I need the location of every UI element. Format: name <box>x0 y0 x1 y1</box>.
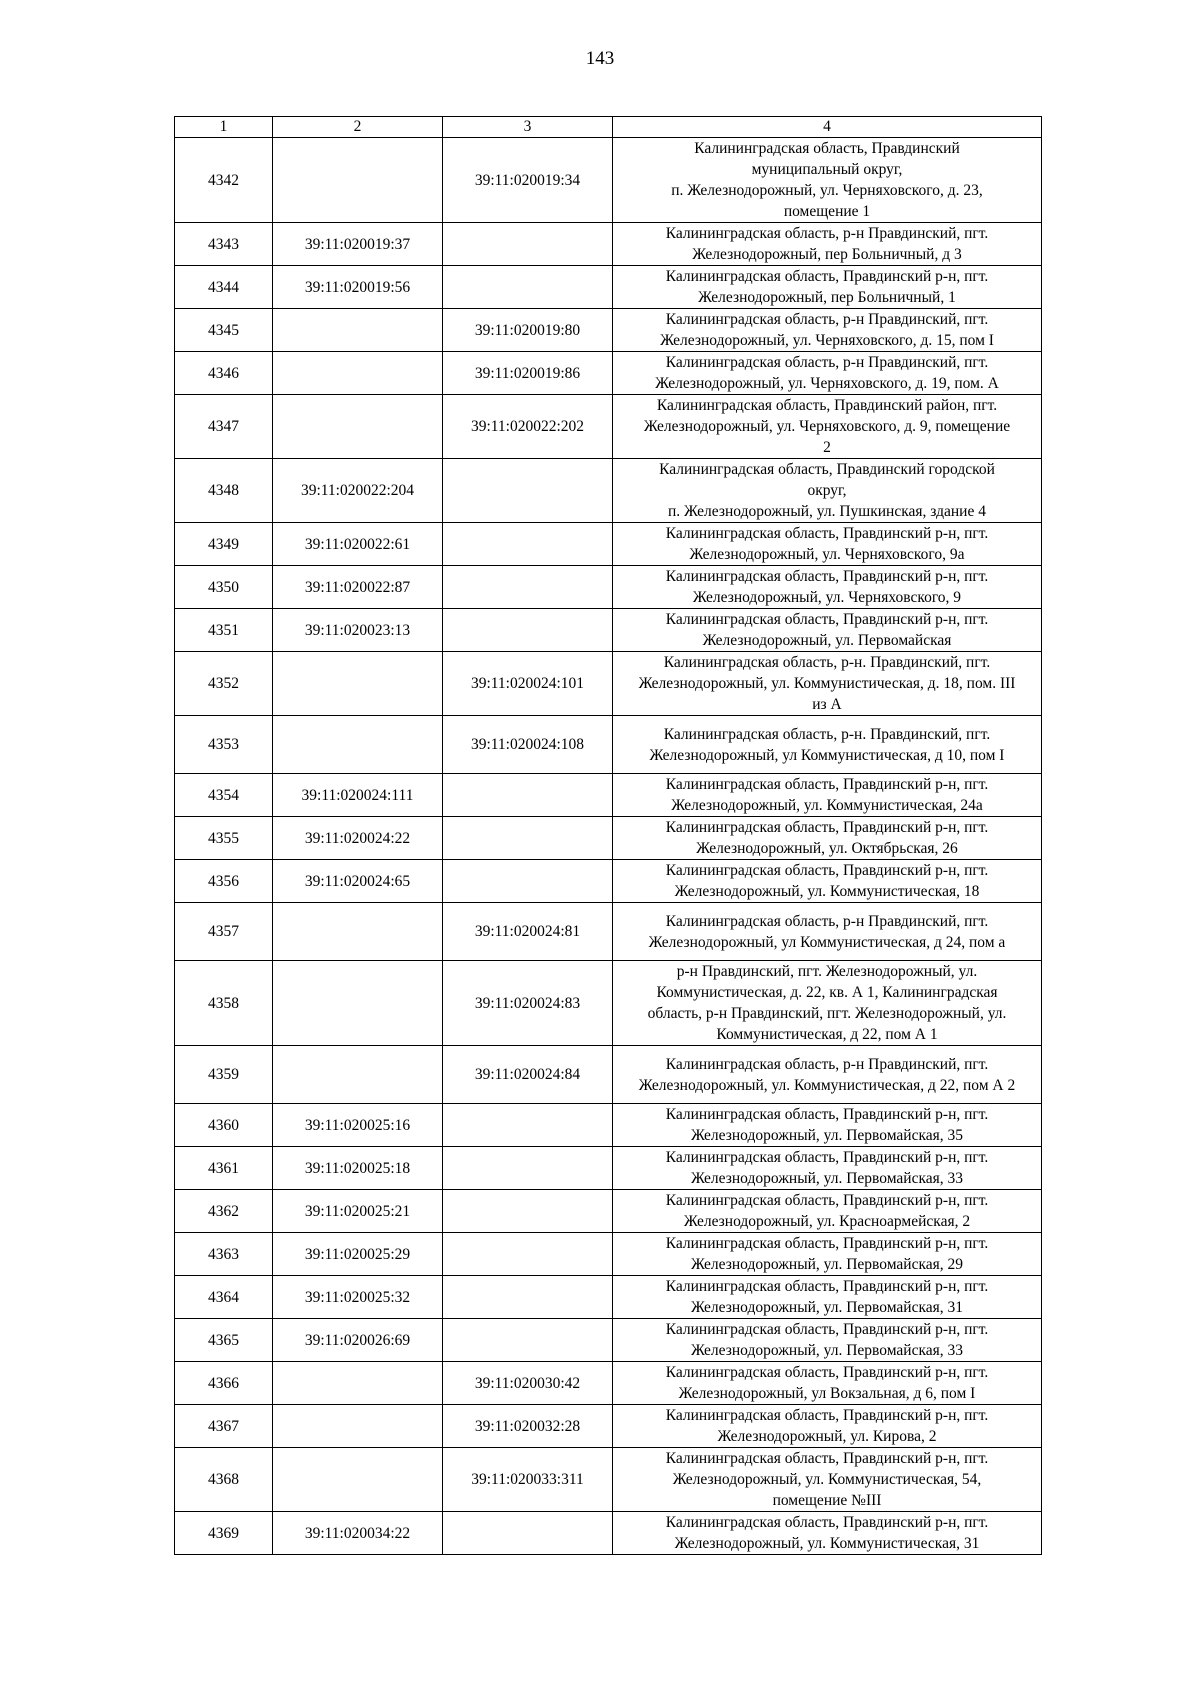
cadastral-number-cell: 39:11:020025:21 <box>273 1190 443 1233</box>
address-cell: Калининградская область, Правдинский р-н, пгт. Железнодорожный, ул. Первомайская, 29 <box>613 1233 1042 1276</box>
cadastral-number-cell: 39:11:020024:22 <box>273 817 443 860</box>
row-number-cell: 4365 <box>175 1319 273 1362</box>
row-number-cell: 4342 <box>175 138 273 223</box>
row-number-cell: 4364 <box>175 1276 273 1319</box>
table-row <box>175 309 1042 352</box>
table-row <box>175 138 1042 223</box>
cadastral-number-cell: 39:11:020022:204 <box>273 459 443 523</box>
cadastral-number-cell: 39:11:020025:16 <box>273 1104 443 1147</box>
cadastral-number-cell: 39:11:020024:81 <box>443 903 613 961</box>
table-row <box>175 1190 1042 1233</box>
column-header-2: 2 <box>273 117 443 138</box>
row-number-cell: 4358 <box>175 961 273 1046</box>
address-cell: Калининградская область, Правдинский р-н, пгт. Железнодорожный, ул. Первомайская, 33 <box>613 1319 1042 1362</box>
table-row <box>175 1362 1042 1405</box>
cadastral-number-cell: 39:11:020024:65 <box>273 860 443 903</box>
row-number-cell: 4345 <box>175 309 273 352</box>
address-cell: Калининградская область, Правдинский р-н, пгт. Железнодорожный, ул. Первомайская, 33 <box>613 1147 1042 1190</box>
cadastral-number-cell <box>443 459 613 523</box>
table-row <box>175 223 1042 266</box>
table-row <box>175 652 1042 716</box>
address-cell: Калининградская область, Правдинский городской округ, п. Железнодорожный, ул. Пушкинская, здание 4 <box>613 459 1042 523</box>
address-cell: Калининградская область, Правдинский р-н, пгт. Железнодорожный, ул. Октябрьская, 26 <box>613 817 1042 860</box>
row-number-cell: 4352 <box>175 652 273 716</box>
cadastral-number-cell: 39:11:020033:311 <box>443 1448 613 1512</box>
cadastral-number-cell: 39:11:020024:83 <box>443 961 613 1046</box>
table-row <box>175 1405 1042 1448</box>
table-row <box>175 1512 1042 1555</box>
row-number-cell: 4357 <box>175 903 273 961</box>
table-row <box>175 860 1042 903</box>
cadastral-number-cell: 39:11:020030:42 <box>443 1362 613 1405</box>
cadastral-number-cell: 39:11:020025:32 <box>273 1276 443 1319</box>
registry-table <box>174 116 1042 1555</box>
table-row <box>175 1104 1042 1147</box>
row-number-cell: 4368 <box>175 1448 273 1512</box>
cadastral-number-cell <box>443 1147 613 1190</box>
row-number-cell: 4346 <box>175 352 273 395</box>
address-cell: Калининградская область, Правдинский р-н, пгт. Железнодорожный, ул. Коммунистическая, 31 <box>613 1512 1042 1555</box>
cadastral-number-cell <box>443 860 613 903</box>
table-row <box>175 609 1042 652</box>
cadastral-number-cell <box>273 903 443 961</box>
row-number-cell: 4350 <box>175 566 273 609</box>
cadastral-number-cell: 39:11:020019:80 <box>443 309 613 352</box>
table-row <box>175 774 1042 817</box>
row-number-cell: 4362 <box>175 1190 273 1233</box>
cadastral-number-cell <box>443 1190 613 1233</box>
cadastral-number-cell: 39:11:020025:29 <box>273 1233 443 1276</box>
cadastral-number-cell: 39:11:020026:69 <box>273 1319 443 1362</box>
address-cell: р-н Правдинский, пгт. Железнодорожный, ул. Коммунистическая, д. 22, кв. А 1, Калининградская область, р-н Правдинский, пгт. Железнодорожный, ул. Коммунистическая, д 22, пом А 1 <box>613 961 1042 1046</box>
cadastral-number-cell <box>443 1276 613 1319</box>
cadastral-number-cell: 39:11:020022:61 <box>273 523 443 566</box>
address-cell: Калининградская область, Правдинский р-н, пгт. Железнодорожный, ул. Красноармейская, 2 <box>613 1190 1042 1233</box>
address-cell: Калининградская область, Правдинский р-н, пгт. Железнодорожный, ул. Первомайская <box>613 609 1042 652</box>
row-number-cell: 4344 <box>175 266 273 309</box>
address-cell: Калининградская область, Правдинский р-н, пгт. Железнодорожный, ул. Коммунистическая, 54, помещение №III <box>613 1448 1042 1512</box>
address-cell: Калининградская область, р-н. Правдинский, пгт. Железнодорожный, ул. Коммунистическая, д. 18, пом. III из А <box>613 652 1042 716</box>
address-cell: Калининградская область, Правдинский р-н, пгт. Железнодорожный, ул. Черняховского, 9 <box>613 566 1042 609</box>
table-row <box>175 1319 1042 1362</box>
cadastral-number-cell <box>273 652 443 716</box>
address-cell: Калининградская область, р-н Правдинский, пгт. Железнодорожный, пер Больничный, д 3 <box>613 223 1042 266</box>
cadastral-number-cell <box>443 1512 613 1555</box>
table-row <box>175 1233 1042 1276</box>
cadastral-number-cell: 39:11:020022:202 <box>443 395 613 459</box>
table-row <box>175 266 1042 309</box>
table-row <box>175 566 1042 609</box>
table-row <box>175 459 1042 523</box>
row-number-cell: 4347 <box>175 395 273 459</box>
table-row <box>175 1276 1042 1319</box>
table-row <box>175 1046 1042 1104</box>
address-cell: Калининградская область, р-н Правдинский, пгт. Железнодорожный, ул. Коммунистическая, д 22, пом А 2 <box>613 1046 1042 1104</box>
cadastral-number-cell: 39:11:020024:101 <box>443 652 613 716</box>
cadastral-number-cell: 39:11:020019:37 <box>273 223 443 266</box>
cadastral-number-cell <box>443 817 613 860</box>
address-cell: Калининградская область, р-н Правдинский, пгт. Железнодорожный, ул. Черняховского, д. 19, пом. А <box>613 352 1042 395</box>
cadastral-number-cell <box>273 138 443 223</box>
table-row <box>175 395 1042 459</box>
row-number-cell: 4351 <box>175 609 273 652</box>
table-row <box>175 961 1042 1046</box>
cadastral-number-cell: 39:11:020032:28 <box>443 1405 613 1448</box>
cadastral-number-cell <box>273 1405 443 1448</box>
address-cell: Калининградская область, р-н Правдинский, пгт. Железнодорожный, ул Коммунистическая, д 24, пом а <box>613 903 1042 961</box>
cadastral-number-cell <box>273 1046 443 1104</box>
address-cell: Калининградская область, Правдинский муниципальный округ, п. Железнодорожный, ул. Черняховского, д. 23, помещение 1 <box>613 138 1042 223</box>
cadastral-number-cell <box>273 716 443 774</box>
address-cell: Калининградская область, Правдинский р-н, пгт. Железнодорожный, ул. Первомайская, 35 <box>613 1104 1042 1147</box>
cadastral-number-cell: 39:11:020022:87 <box>273 566 443 609</box>
table-row <box>175 1448 1042 1512</box>
cadastral-number-cell <box>273 309 443 352</box>
column-header-3: 3 <box>443 117 613 138</box>
row-number-cell: 4349 <box>175 523 273 566</box>
row-number-cell: 4353 <box>175 716 273 774</box>
cadastral-number-cell <box>273 961 443 1046</box>
column-header-1: 1 <box>175 117 273 138</box>
cadastral-number-cell <box>443 1319 613 1362</box>
table-row <box>175 716 1042 774</box>
address-cell: Калининградская область, Правдинский р-н, пгт. Железнодорожный, пер Больничный, 1 <box>613 266 1042 309</box>
row-number-cell: 4366 <box>175 1362 273 1405</box>
cadastral-number-cell <box>443 609 613 652</box>
cadastral-number-cell: 39:11:020024:111 <box>273 774 443 817</box>
row-number-cell: 4361 <box>175 1147 273 1190</box>
row-number-cell: 4356 <box>175 860 273 903</box>
cadastral-number-cell: 39:11:020025:18 <box>273 1147 443 1190</box>
row-number-cell: 4369 <box>175 1512 273 1555</box>
cadastral-number-cell <box>443 523 613 566</box>
table-row <box>175 903 1042 961</box>
cadastral-number-cell <box>273 1448 443 1512</box>
row-number-cell: 4363 <box>175 1233 273 1276</box>
row-number-cell: 4360 <box>175 1104 273 1147</box>
cadastral-number-cell: 39:11:020023:13 <box>273 609 443 652</box>
cadastral-number-cell: 39:11:020019:34 <box>443 138 613 223</box>
row-number-cell: 4359 <box>175 1046 273 1104</box>
cadastral-number-cell <box>273 1362 443 1405</box>
table-row <box>175 1147 1042 1190</box>
row-number-cell: 4367 <box>175 1405 273 1448</box>
address-cell: Калининградская область, Правдинский р-н, пгт. Железнодорожный, ул. Коммунистическая, 18 <box>613 860 1042 903</box>
cadastral-number-cell: 39:11:020019:86 <box>443 352 613 395</box>
table-row <box>175 352 1042 395</box>
address-cell: Калининградская область, р-н. Правдинский, пгт. Железнодорожный, ул Коммунистическая, д 10, пом I <box>613 716 1042 774</box>
cadastral-number-cell <box>443 1104 613 1147</box>
address-cell: Калининградская область, Правдинский р-н, пгт. Железнодорожный, ул. Коммунистическая, 24а <box>613 774 1042 817</box>
row-number-cell: 4343 <box>175 223 273 266</box>
cadastral-number-cell: 39:11:020019:56 <box>273 266 443 309</box>
cadastral-number-cell <box>443 266 613 309</box>
cadastral-number-cell <box>443 223 613 266</box>
table-row <box>175 523 1042 566</box>
address-cell: Калининградская область, Правдинский р-н, пгт. Железнодорожный, ул. Кирова, 2 <box>613 1405 1042 1448</box>
address-cell: Калининградская область, р-н Правдинский, пгт. Железнодорожный, ул. Черняховского, д. 15, пом I <box>613 309 1042 352</box>
cadastral-number-cell <box>273 352 443 395</box>
cadastral-number-cell: 39:11:020024:108 <box>443 716 613 774</box>
row-number-cell: 4354 <box>175 774 273 817</box>
cadastral-number-cell: 39:11:020024:84 <box>443 1046 613 1104</box>
cadastral-number-cell <box>273 395 443 459</box>
address-cell: Калининградская область, Правдинский р-н, пгт. Железнодорожный, ул. Первомайская, 31 <box>613 1276 1042 1319</box>
row-number-cell: 4348 <box>175 459 273 523</box>
table-body <box>175 138 1042 1555</box>
header-row <box>175 117 1042 138</box>
address-cell: Калининградская область, Правдинский р-н, пгт. Железнодорожный, ул. Черняховского, 9а <box>613 523 1042 566</box>
cadastral-number-cell <box>443 566 613 609</box>
cadastral-number-cell <box>443 1233 613 1276</box>
cadastral-number-cell <box>443 774 613 817</box>
address-cell: Калининградская область, Правдинский р-н, пгт. Железнодорожный, ул Вокзальная, д 6, пом I <box>613 1362 1042 1405</box>
address-cell: Калининградская область, Правдинский район, пгт. Железнодорожный, ул. Черняховского, д. 9, помещение 2 <box>613 395 1042 459</box>
column-header-4: 4 <box>613 117 1042 138</box>
table-row <box>175 817 1042 860</box>
cadastral-number-cell: 39:11:020034:22 <box>273 1512 443 1555</box>
row-number-cell: 4355 <box>175 817 273 860</box>
page-number: 143 <box>585 48 615 69</box>
